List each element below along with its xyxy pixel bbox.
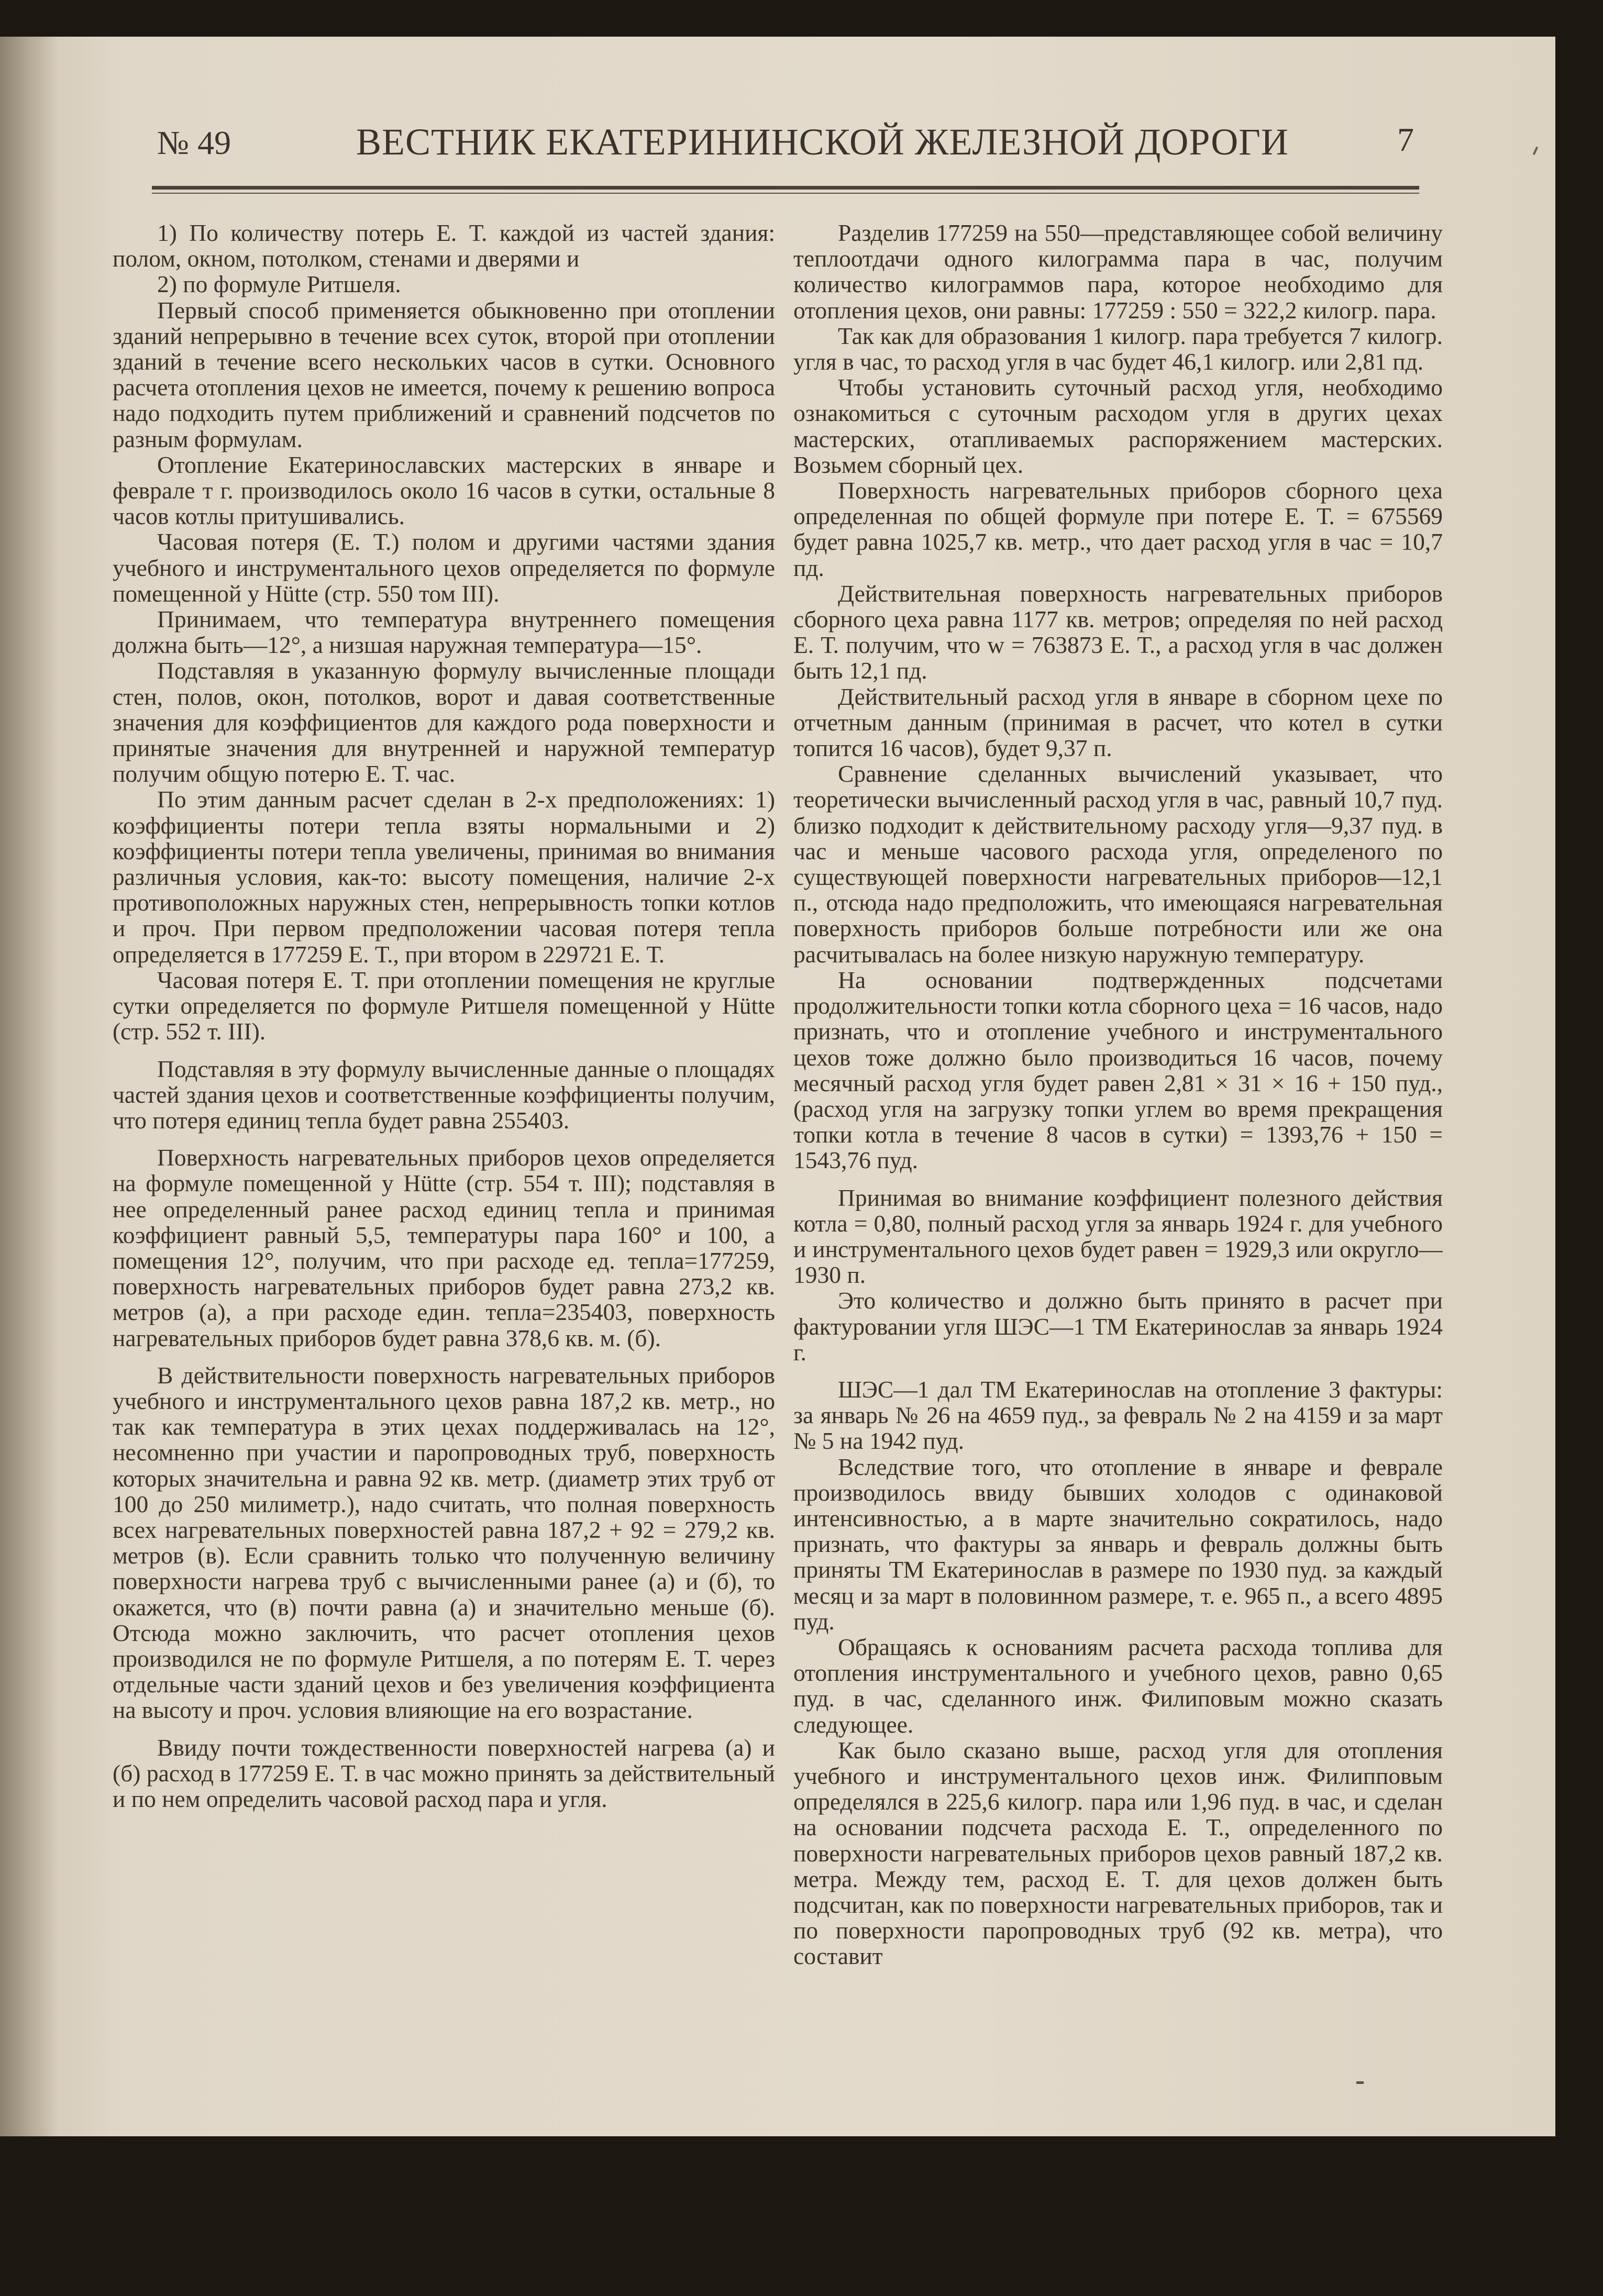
scanned-page <box>0 37 1555 2136</box>
paragraph: Так как для образования 1 килогр. пара требуется 7 килогр. угля в час, то расход угля в час будет 46,1 килогр. или 2,81 пд. <box>793 322 1443 375</box>
paragraph: По этим данным расчет сделан в 2-х предположениях: 1) коэффициенты потери тепла взяты нормальными и 2) коэффициенты потери тепла увеличены, принимая во внимания различныя условия, как-то: высоту помещения, наличие 2-х противоположных наружных стен, непрерывность топки котлов и проч. При первом предположении часовая потеря тепла определяется в 177259 Е. Т., при втором в 229721 Е. Т. <box>113 786 775 968</box>
paragraph: Чтобы установить суточный расход угля, необходимо ознакомиться с суточным расходом угля в других цехах мастерских, отапливаемых распоряжением мастерских. Возьмем сборный цех. <box>793 374 1443 478</box>
paragraph: Подставляя в эту формулу вычисленные данные о площадях частей здания цехов и соответственные коэффициенты получим, что потеря единиц тепла будет равна 255403. <box>113 1055 775 1134</box>
page-header <box>157 120 1414 178</box>
paragraph: Отопление Екатеринославских мастерских в январе и феврале т г. производилось около 16 часов в сутки, остальные 8 часов котлы притушивались. <box>113 451 775 530</box>
paragraph: Первый способ применяется обыкновенно при отоплении зданий непрерывно в течение всех суток, второй при отоплении зданий в течение всего нескольких часов в сутки. Основного расчета отопления цехов не имеется, почему к решению вопроса надо подходить путем приближений и сравнений подсчетов по разным формулам. <box>113 296 775 452</box>
paragraph: Поверхность нагревательных приборов цехов определяется на формуле помещенной у Hütte (стр. 554 т. III); подставляя в нее определенный ранее расход единиц тепла и принимая коэффициент равный 5,5, температуры пара 160° и 100, а помещения 12°, получим, что при расходе ед. тепла=177259, поверхность нагревательных приборов будет равна 273,2 кв. метров (а), а при расходе един. тепла=235403, поверхность нагревательных приборов будет равна 378,6 кв. м. (б). <box>113 1144 775 1351</box>
paragraph: Принимаем, что температура внутреннего помещения должна быть—12°, а низшая наружная температура—15°. <box>113 606 775 659</box>
paragraph: ШЭС—1 дал ТМ Екатеринослав на отопление 3 фактуры: за январь № 26 на 4659 пуд., за февраль № 2 на 4159 и за март № 5 на 1942 пуд. <box>793 1376 1443 1455</box>
paragraph: Как было сказано выше, расход угля для отопления учебного и инструментального цехов инж. Филипповым определялся в 225,6 килогр. пара или 1,96 пуд. в час, и сделан на основании подсчета расхода Е. Т., определенного по поверхности нагревательных приборов цехов равный 187,2 кв. метра. Между тем, расход Е. Т. для цехов должен быть подсчитан, как по поверхности нагревательных приборов, так и по поверхности паропроводных труб (92 кв. метра), что составит <box>793 1736 1443 1970</box>
paper-speck <box>1533 147 1538 155</box>
paragraph: Ввиду почти тождественности поверхностей нагрева (а) и (б) расход в 177259 Е. Т. в час можно принять за действительный и по нем определить часовой расход пара и угля. <box>113 1734 775 1812</box>
right-column <box>793 220 1443 2115</box>
paragraph: В действительности поверхность нагревательных приборов учебного и инструментального цехов равна 187,2 кв. метр., но так как температура в этих цехах поддерживалась на 12°, несомненно при участии и паропроводных труб, поверхность которых значительна и равна 92 кв. метр. (диаметр этих труб от 100 до 250 милиметр.), надо считать, что полная поверхность всех нагревательных поверхностей равна 187,2 + 92 = 279,2 кв. метров (в). Если сравнить только что полученную величину поверхности нагрева труб с вычисленными ранее (а) и (б), то окажется, что (в) почти равна (а) и значительно меньше (б). Отсюда можно заключить, что расчет отопления цехов производился не по формуле Ритшеля, а по потерям Е. Т. через отдельные части зданий цехов и без увеличения коэффициента на высоту и проч. условия влияющие на его возрастание. <box>113 1361 775 1724</box>
paragraph: Действительная поверхность нагревательных приборов сборного цеха равна 1177 кв. метров; определяя по ней расход Е. Т. получим, что w = 763873 Е. Т., а расход угля в час должен быть 12,1 пд. <box>793 580 1443 684</box>
header-rule <box>152 186 1419 190</box>
paragraph: Поверхность нагревательных приборов сборного цеха определенная по общей формуле при потере Е. Т. = 675569 будет равна 1025,7 кв. метр., что дает расход угля в час = 10,7 пд. <box>793 477 1443 581</box>
paragraph: На основании подтвержденных подсчетами продолжительности топки котла сборного цеха = 16 часов, надо признать, что и отопление учебного и инструментального цехов тоже должно было производиться 16 часов, почему месячный расход угля будет равен 2,81 × 31 × 16 + 150 пуд., (расход угля на загрузку топки углем во время прекращения топки котла в течение 8 часов в сутки) = 1393,76 + 150 = 1543,76 пуд. <box>793 966 1443 1174</box>
paragraph: Часовая потеря Е. Т. при отоплении помещения не круглые сутки определяется по формуле Ритшеля помещенной у Hütte (стр. 552 т. III). <box>113 966 775 1045</box>
paragraph: Обращаясь к основаниям расчета расхода топлива для отопления инструментального и учебного цехов, равно 0,65 пуд. в час, сделанного инж. Филиповым можно сказать следующее. <box>793 1633 1443 1738</box>
paragraph: Действительный расход угля в январе в сборном цехе по отчетным данным (принимая в расчет, что котел в сутки топится 16 часов), будет 9,37 п. <box>793 683 1443 762</box>
header-rule-thin <box>152 193 1419 194</box>
paragraph: Вследствие того, что отопление в январе и феврале производилось ввиду бывших холодов с одинаковой интенсивностью, а в марте значительно сократилось, надо признать, что фактуры за январь и февраль должны быть приняты ТМ Екатеринослав в размере по 1930 пуд. за каждый месяц и за март в половинном размере, т. е. 965 п., а всего 4895 пуд. <box>793 1453 1443 1635</box>
journal-title: ВЕСТНИК ЕКАТЕРИНИНСКОЙ ЖЕЛЕЗНОЙ ДОРОГИ <box>356 121 1289 163</box>
page-number: 7 <box>1397 121 1414 158</box>
paragraph: Принимая во внимание коэффициент полезного действия котла = 0,80, полный расход угля за январь 1924 г. для учебного и инструментального цехов будет равен = 1929,3 или округло—1930 п. <box>793 1184 1443 1289</box>
paragraph: 2) по формуле Ритшеля. <box>157 271 401 298</box>
paragraph: Разделив 177259 на 550—представляющее собой величину теплоотдачи одного килограмма пара в час, получим количество килограммов пара, которое необходимо для отопления цехов, они равны: 177259 : 550 = 322,2 килогр. пара. <box>793 220 1443 324</box>
paragraph: Подставляя в указанную формулу вычисленные площади стен, полов, окон, потолков, ворот и давая соответственные значения для коэффициентов для каждого рода поверхности и принятые значения для внутренней и наружной температур получим общую потерю Е. Т. час. <box>113 657 775 787</box>
paragraph: Часовая потеря (Е. Т.) полом и другими частями здания учебного и инструментального цехов определяется по формуле помещенной у Hütte (стр. 550 том III). <box>113 528 775 607</box>
paragraph: Это количество и должно быть принято в расчет при фактуровании угля ШЭС—1 ТМ Екатеринослав за январь 1924 г. <box>793 1287 1443 1366</box>
binding-shadow <box>0 37 58 2136</box>
paragraph: 1) По количеству потерь Е. Т. каждой из частей здания: полом, окном, потолком, стенами и дверями и <box>113 220 775 272</box>
issue-number: № 49 <box>157 124 231 161</box>
left-column <box>113 220 775 2115</box>
paper-speck <box>1356 2081 1364 2084</box>
paragraph: Сравнение сделанных вычислений указывает, что теоретически вычисленный расход угля в час, равный 10,7 пуд. близко подходит к действительному расходу угля—9,37 пуд. в час и меньше часового расхода угля, определеного по существующей поверхности нагревательных приборов—12,1 п., отсюда надо предположить, что имеющаяся нагревательная поверхность приборов больше потребности или же она расчитывалась на более низкую наружную температуру. <box>793 760 1443 968</box>
